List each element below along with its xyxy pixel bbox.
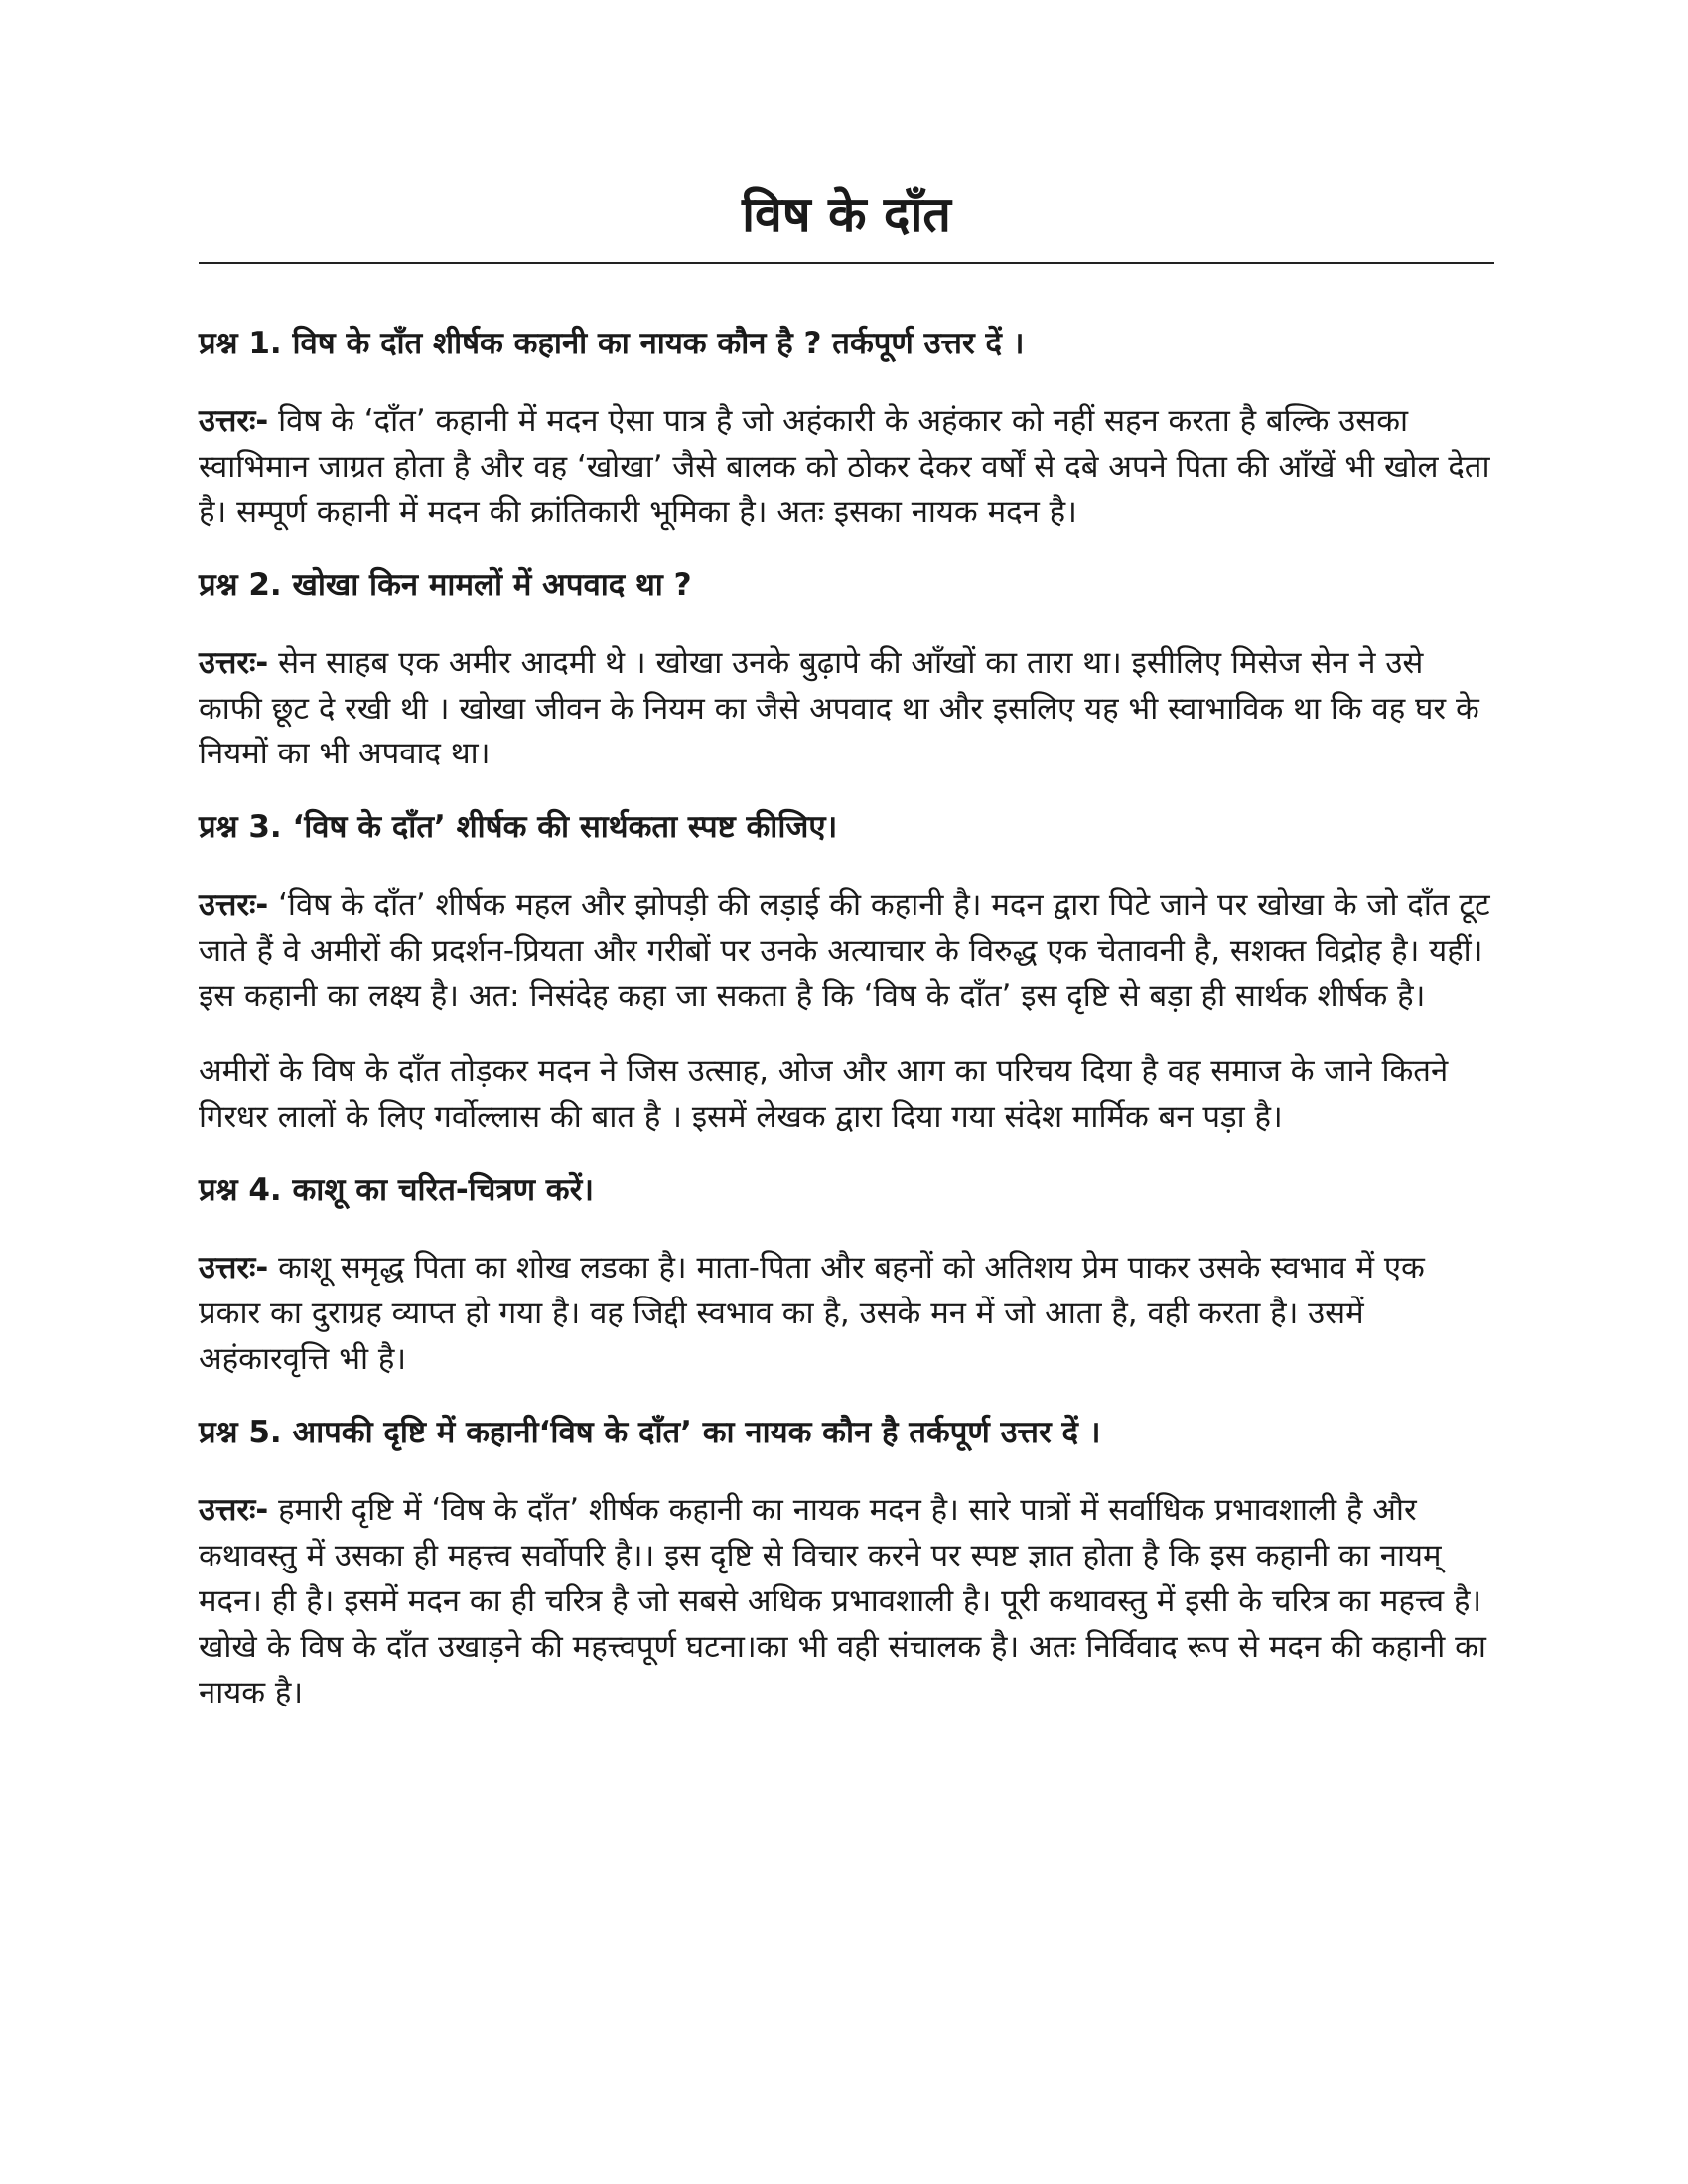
qa-section-3 <box>199 807 1494 1141</box>
answer-5 <box>199 1488 1494 1715</box>
answer-4 <box>199 1246 1494 1383</box>
answer-1 <box>199 399 1494 536</box>
document-title: विष के दाँत <box>742 186 951 243</box>
qa-section-5 <box>199 1413 1494 1716</box>
answer-label: उत्तरः- <box>199 1492 269 1529</box>
answer-text: काशू समृद्ध पिता का शोख लडका है। माता-पिता और बहनों को अतिशय प्रेम पाकर उसके स्वभाव में एक प्रकार का दुराग्रह व्याप्त हो गया है। वह जिद्दी स्वभाव का है, उसके मन में जो आता है, वही करता है। उसमें अहंकारवृत्ति भी है। <box>199 1250 1425 1378</box>
qa-section-4 <box>199 1170 1494 1383</box>
answer-2 <box>199 641 1494 778</box>
document-page <box>199 184 1494 1746</box>
question-5: प्रश्न 5. आपकी दृष्टि में कहानी‘विष के दाँत’ का नायक कौन है तर्कपूर्ण उत्तर दें । <box>199 1414 1101 1450</box>
answer-label: उत्तरः- <box>199 644 269 681</box>
answer-text: हमारी दृष्टि में ‘विष के दाँत’ शीर्षक कहानी का नायक मदन है। सारे पात्रों में सर्वाधिक प्रभावशाली है और कथावस्तु में उसका ही महत्त्व सर्वोपरि है।। इस दृष्टि से विचार करने पर स्पष्ट ज्ञात होता है कि इस कहानी का नायम् मदन। ही है। इसमें मदन का ही चरित्र है जो सबसे अधिक प्रभावशाली है। पूरी कथावस्तु में इसी के चरित्र का महत्त्व है। खोखे के विष के दाँत उखाड़ने की महत्त्वपूर्ण घटना।का भी वही संचालक है। अतः निर्विवाद रूप से मदन की कहानी का नायक है। <box>199 1492 1486 1710</box>
question-3: प्रश्न 3. ‘विष के दाँत’ शीर्षक की सार्थकता स्पष्ट कीजिए। <box>199 809 838 846</box>
question-1: प्रश्न 1. विष के दाँत शीर्षक कहानी का नायक कौन है ? तर्कपूर्ण उत्तर दें । <box>199 325 1025 361</box>
answer-text: सेन साहब एक अमीर आदमी थे । खोखा उनके बुढ़ापे की आँखों का तारा था। इसीलिए मिसेज सेन ने उसे काफी छूट दे रखी थी । खोखा जीवन के नियम का जैसे अपवाद था और इसलिए यह भी स्वाभाविक था कि वह घर के नियमों का भी अपवाद था। <box>199 644 1479 772</box>
answer-label: उत्तरः- <box>199 887 269 923</box>
question-4: प्रश्न 4. काशू का चरित-चित्रण करें। <box>199 1172 595 1209</box>
qa-section-1 <box>199 324 1494 536</box>
question-2: प्रश्न 2. खोखा किन मामलों में अपवाद था ? <box>199 567 692 604</box>
title-divider <box>199 262 1494 264</box>
answer-3 <box>199 884 1494 1021</box>
answer-label: उत्तरः- <box>199 402 269 439</box>
answer-3-extra-paragraph: अमीरों के विष के दाँत तोड़कर मदन ने जिस उत्साह, ओज और आग का परिचय दिया है वह समाज के जाने कितने गिरधर लालों के लिए गर्वोल्लास की बात है । इसमें लेखक द्वारा दिया गया संदेश मार्मिक बन पड़ा है। <box>199 1053 1449 1136</box>
answer-text: विष के ‘दाँत’ कहानी में मदन ऐसा पात्र है जो अहंकारी के अहंकार को नहीं सहन करता है बल्कि उसका स्वाभिमान जाग्रत होता है और वह ‘खोखा’ जैसे बालक को ठोकर देकर वर्षों से दबे अपने पिता की आँखें भी खोल देता है। सम्पूर्ण कहानी में मदन की क्रांतिकारी भूमिका है। अतः इसका नायक मदन है। <box>199 402 1490 530</box>
answer-text: ‘विष के दाँत’ शीर्षक महल और झोपड़ी की लड़ाई की कहानी है। मदन द्वारा पिटे जाने पर खोखा के जो दाँत टूट जाते हैं वे अमीरों की प्रदर्शन-प्रियता और गरीबों पर उनके अत्याचार के विरुद्ध एक चेतावनी है, सशक्त विद्रोह है। यहीं। इस कहानी का लक्ष्य है। अत: निसंदेह कहा जा सकता है कि ‘विष के दाँत’ इस दृष्टि से बड़ा ही सार्थक शीर्षक है। <box>199 887 1490 1015</box>
qa-section-2 <box>199 565 1494 777</box>
answer-label: उत्तरः- <box>199 1250 269 1287</box>
